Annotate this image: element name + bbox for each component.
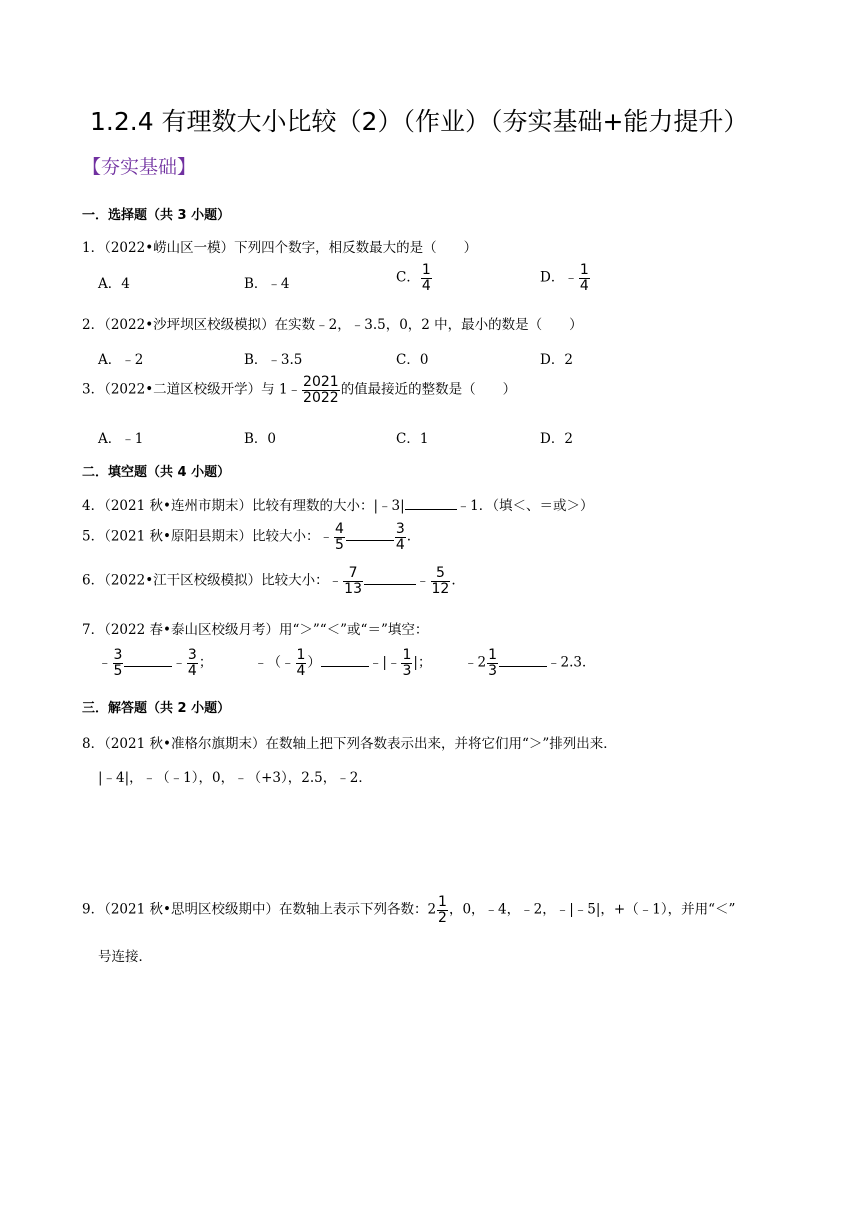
- question-3: [82, 375, 516, 405]
- fraction-denominator: 5: [113, 662, 123, 679]
- q7-e1-fraction-b: [187, 648, 198, 678]
- q6-fraction-b: [431, 566, 451, 596]
- q1-option-c: [396, 263, 433, 293]
- fraction-denominator: 5: [334, 536, 344, 553]
- question-8: 8．（2021 秋•准格尔旗期末）在数轴上把下列各数表示出来，并将它们用“＞”排列出来．: [82, 736, 617, 752]
- q6-minus-b: ﹣: [416, 572, 430, 589]
- q3-option-b: B．0: [244, 431, 277, 447]
- fraction-numerator: 1: [488, 647, 498, 663]
- fraction-numerator: 5: [435, 565, 445, 581]
- q1-option-a: A．4: [98, 276, 130, 292]
- expression-text: ﹣2.3．: [547, 654, 596, 671]
- fraction-denominator: 13: [344, 580, 362, 597]
- q3-text-post: 的值最接近的整数是（ ）: [340, 381, 517, 398]
- q9-fraction: [437, 895, 448, 925]
- fraction-numerator: 1: [438, 894, 447, 910]
- section-heading-fill: 二．填空题（共 4 小题）: [82, 465, 231, 480]
- fraction-numerator: 1: [296, 647, 306, 663]
- q3-text-pre: 3．（2022•二道区校级开学）与 1﹣: [82, 381, 302, 398]
- q5-text-post: .: [406, 528, 412, 545]
- q5-fraction-b: [395, 522, 406, 552]
- q5-text-pre: 5．（2021 秋•原阳县期末）比较大小：﹣: [82, 528, 333, 545]
- fraction-denominator: 3: [402, 662, 412, 679]
- fraction-numerator: 3: [395, 521, 405, 537]
- q7-expression-1: [98, 648, 212, 678]
- q2-option-c: C．0: [396, 352, 429, 368]
- section-tag: 【夯实基础】: [82, 156, 197, 178]
- q9-text-post: ，0，﹣4，﹣2，﹣|﹣5|，+（﹣1），并用“＜”: [448, 901, 736, 918]
- question-5: [82, 522, 411, 552]
- fraction-numerator: 1: [402, 647, 412, 663]
- q3-option-a: A．﹣1: [98, 431, 144, 447]
- q6-text-post: .: [451, 572, 456, 589]
- q7-e3-fraction: [487, 648, 498, 678]
- q3-option-c: C．1: [396, 431, 429, 447]
- q1-option-d-fraction: [579, 263, 590, 293]
- q7-e2-fraction-a: [296, 648, 307, 678]
- fraction-numerator: 3: [187, 647, 197, 663]
- q5-answer-blank[interactable]: [346, 526, 394, 541]
- expression-text: |；: [413, 654, 432, 671]
- q4-answer-blank[interactable]: [405, 495, 457, 510]
- minus-sign: ﹣: [98, 654, 112, 671]
- q3-option-d: D．2: [540, 431, 573, 447]
- q1-option-b: B．﹣4: [244, 276, 290, 292]
- q6-fraction-a: [343, 566, 363, 596]
- fraction-numerator: 4: [334, 521, 344, 537]
- fraction-denominator: 2022: [303, 389, 339, 406]
- expression-text: ﹣2: [464, 654, 487, 671]
- q7-expression-2: [254, 648, 431, 678]
- q7-e1-answer-blank[interactable]: [124, 652, 172, 667]
- q4-text-pre: 4．（2021 秋•连州市期末）比较有理数的大小：|﹣3|: [82, 498, 405, 514]
- question-2: 2．（2022•沙坪坝区校级模拟）在实数﹣2，﹣3.5，0，2 中，最小的数是（ ）: [82, 317, 583, 333]
- expression-text: ﹣|﹣: [368, 654, 401, 671]
- q7-expression-3: [464, 648, 596, 678]
- semicolon: ；: [198, 654, 213, 671]
- expression-text: ﹣（﹣: [254, 654, 295, 671]
- q4-text-post: ﹣1．（填＜、＝或＞）: [456, 498, 594, 514]
- fraction-denominator: 2: [438, 909, 447, 926]
- fraction-denominator: 4: [421, 277, 431, 294]
- q7-e2-answer-blank[interactable]: [321, 652, 369, 667]
- q1-option-d: [540, 263, 591, 293]
- q2-option-b: B．﹣3.5: [244, 352, 303, 368]
- q2-option-d: D．2: [540, 352, 573, 368]
- q1-option-c-label: C．: [396, 269, 420, 286]
- q1-option-d-label: D．﹣: [540, 269, 578, 286]
- question-4: [82, 494, 593, 514]
- question-7: 7．（2022 春•泰山区校级月考）用“＞”“＜”或“＝”填空：: [82, 622, 429, 638]
- fraction-numerator: 1: [421, 262, 431, 278]
- section-heading-choice: 一．选择题（共 3 小题）: [82, 208, 231, 223]
- q8-number-list: |﹣4|，﹣（﹣1），0，﹣（+3），2.5，﹣2．: [98, 770, 372, 786]
- q1-option-c-fraction: [421, 263, 432, 293]
- minus-sign: ﹣: [172, 654, 186, 671]
- fraction-denominator: 4: [395, 536, 405, 553]
- q7-e2-fraction-b: [401, 648, 412, 678]
- q5-fraction-a: [334, 522, 345, 552]
- fraction-numerator: 7: [348, 565, 358, 581]
- fraction-denominator: 4: [187, 662, 197, 679]
- q9-text-pre: 9．（2021 秋•思明区校级期中）在数轴上表示下列各数：2: [82, 901, 437, 918]
- q6-answer-blank[interactable]: [364, 570, 416, 585]
- expression-text: ）: [307, 654, 321, 671]
- fraction-numerator: 1: [579, 262, 589, 278]
- q2-option-a: A．﹣2: [98, 352, 144, 368]
- fraction-denominator: 12: [431, 580, 450, 597]
- section-heading-solve: 三．解答题（共 2 小题）: [82, 701, 231, 716]
- question-9: [82, 895, 735, 925]
- fraction-numerator: 3: [113, 647, 123, 663]
- page-title: 1.2.4 有理数大小比较（2）（作业）（夯实基础+能力提升）: [90, 107, 749, 136]
- question-6: [82, 566, 456, 596]
- q9-line-2: 号连接．: [98, 949, 152, 965]
- fraction-denominator: 4: [579, 277, 589, 294]
- q7-e3-answer-blank[interactable]: [499, 652, 547, 667]
- fraction-denominator: 3: [488, 662, 498, 679]
- q3-fraction: [302, 375, 340, 405]
- fraction-numerator: 2021: [303, 374, 339, 390]
- q6-text-pre: 6．（2022•江干区校级模拟）比较大小：﹣: [82, 572, 343, 589]
- q7-e1-fraction-a: [113, 648, 124, 678]
- fraction-denominator: 4: [296, 662, 306, 679]
- question-1: 1．（2022•崂山区一模）下列四个数字，相反数最大的是（ ）: [82, 240, 478, 256]
